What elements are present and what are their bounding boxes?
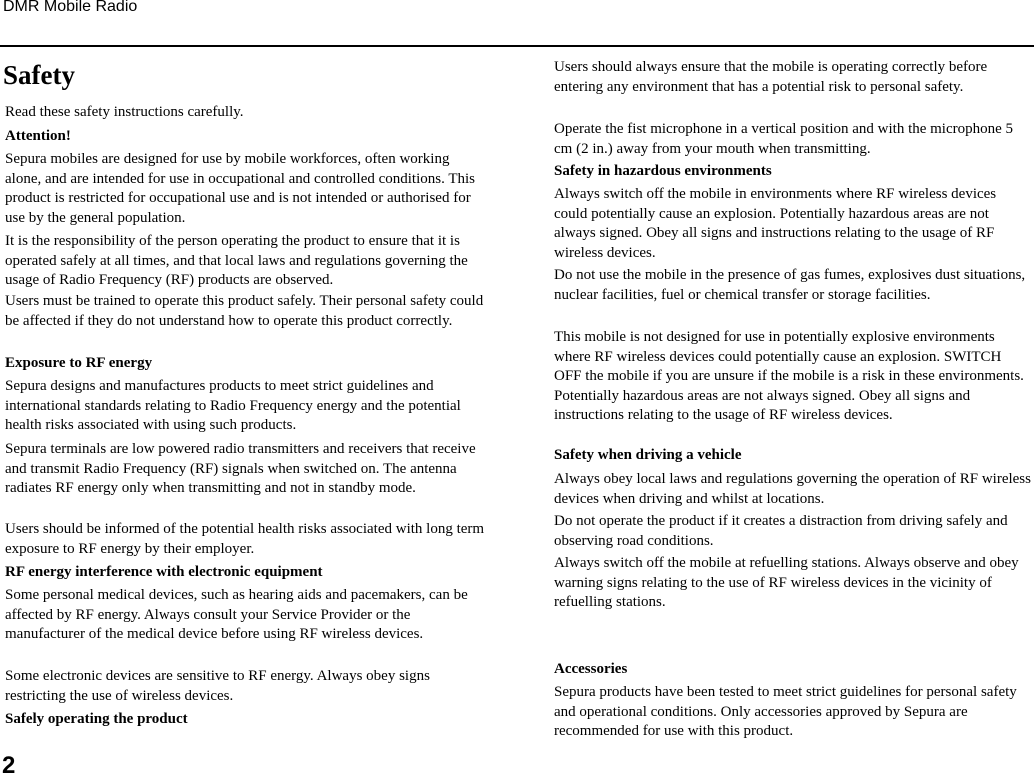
attention-paragraph-3: Users must be trained to operate this product safely. Their personal safety could be affected if they do not understand how to operate this product correctly. [5, 293, 484, 329]
accessories-heading: Accessories [554, 661, 628, 677]
interference-paragraph-1: Some personal medical devices, such as hearing aids and pacemakers, can be affected by RF energy. Always consult your Service Provider or the manufacturer of the medical device before using RF wireless devices. [5, 587, 468, 643]
driving-safety-paragraph-2: Do not operate the product if it creates a distraction from driving safely and observing road conditions. [554, 513, 1008, 549]
hazardous-environments-heading: Safety in hazardous environments [554, 163, 772, 179]
attention-heading: Attention! [5, 128, 71, 144]
driving-safety-paragraph-3: Always switch off the mobile at refuelling stations. Always observe and obey warning signs relating to the use of RF wireless devices in the vicinity of refuelling stations. [554, 555, 1019, 611]
page-number: 2 [2, 752, 16, 779]
driving-safety-heading: Safety when driving a vehicle [554, 447, 742, 463]
intro-paragraph: Read these safety instructions carefully. [5, 104, 244, 120]
driving-safety-paragraph-1: Always obey local laws and regulations governing the operation of RF wireless devices when driving and whilst at locations. [554, 471, 1031, 507]
interference-paragraph-2: Some electronic devices are sensitive to RF energy. Always obey signs restricting the use of wireless devices. [5, 668, 430, 704]
header-rule [0, 45, 1034, 47]
safe-operation-paragraph-1: Users should always ensure that the mobile is operating correctly before entering any environment that has a potential risk to personal safety. [554, 59, 988, 95]
attention-paragraph-1: Sepura mobiles are designed for use by mobile workforces, often working alone, and are intended for use in occupational and controlled conditions. This product is restricted for occupational use and is not intended or authorised for use by the general population. [5, 151, 476, 226]
attention-paragraph-2: It is the responsibility of the person operating the product to ensure that it is operated safely at all times, and that local laws and regulations governing the usage of Radio Frequency (RF) products are observed. [5, 233, 468, 289]
rf-exposure-heading: Exposure to RF energy [5, 355, 153, 371]
rf-exposure-paragraph-3: Users should be informed of the potential health risks associated with long term exposure to RF energy by their employer. [5, 521, 485, 557]
safe-operation-heading: Safely operating the product [5, 711, 188, 727]
hazardous-environments-paragraph-3: This mobile is not designed for use in potentially explosive environments where RF wireless devices could potentially cause an explosion. SWITCH OFF the mobile if you are unsure if the mobile is a risk in these environments. Potentially hazardous areas are not always signed. Obey all signs and instructions relating to the usage of RF wireless devices. [554, 329, 1024, 424]
running-header: DMR Mobile Radio [3, 0, 138, 15]
hazardous-environments-paragraph-1: Always switch off the mobile in environments where RF wireless devices could potentially cause an explosion. Potentially hazardous areas are not always signed. Obey all signs and instructions relating to the usage of RF wireless devices. [554, 186, 997, 261]
hazardous-environments-paragraph-2: Do not use the mobile in the presence of gas fumes, explosives dust situations, nuclear facilities, fuel or chemical transfer or storage facilities. [554, 267, 1026, 303]
safe-operation-paragraph-2: Operate the fist microphone in a vertical position and with the microphone 5 cm (2 in.) away from your mouth when transmitting. [554, 121, 1014, 157]
rf-exposure-paragraph-2: Sepura terminals are low powered radio transmitters and receivers that receive and transmit Radio Frequency (RF) signals when switched on. The antenna radiates RF energy only when transmitting and not in standby mode. [5, 441, 476, 497]
page-title: Safety [3, 60, 75, 90]
interference-heading: RF energy interference with electronic equipment [5, 564, 323, 580]
accessories-paragraph: Sepura products have been tested to meet strict guidelines for personal safety and operational conditions. Only accessories approved by Sepura are recommended for use with this product. [554, 684, 1017, 740]
rf-exposure-paragraph-1: Sepura designs and manufactures products to meet strict guidelines and international standards relating to Radio Frequency energy and the potential health risks associated with using such products. [5, 378, 461, 434]
